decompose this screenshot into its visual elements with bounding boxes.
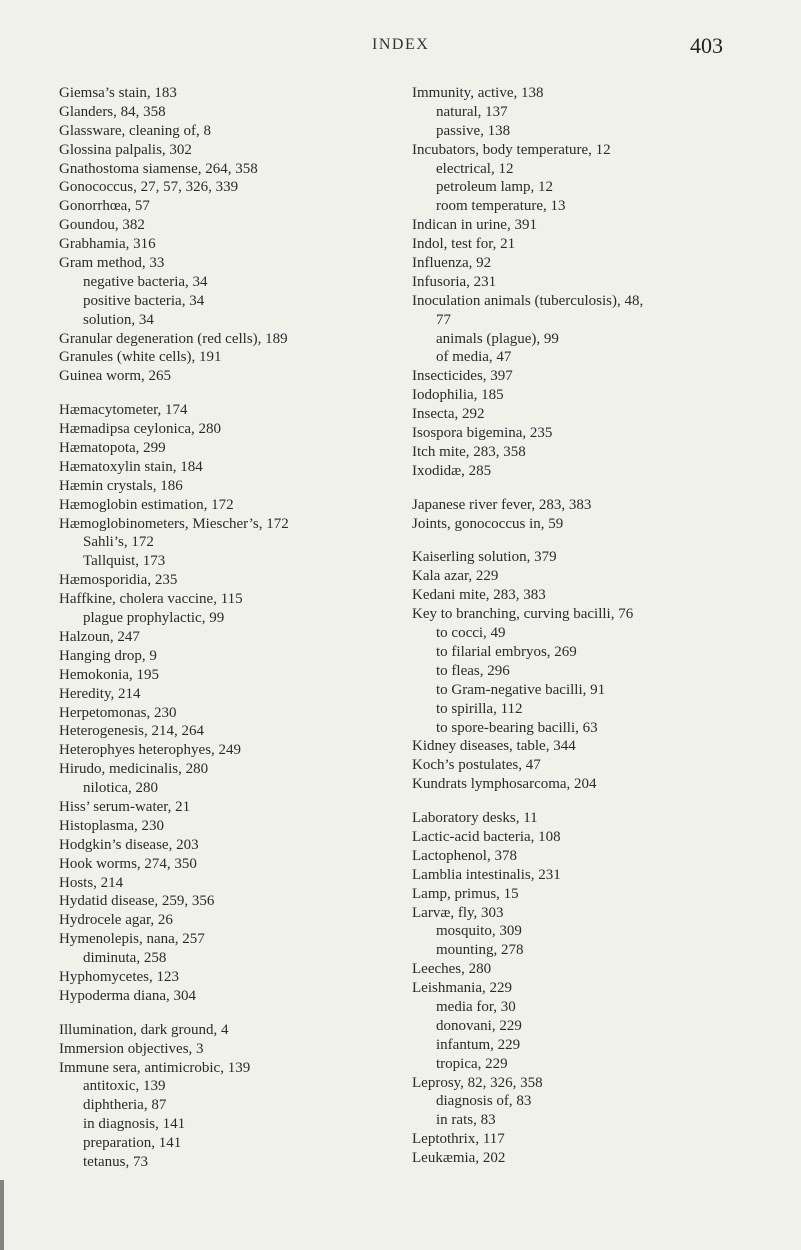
index-entry: Hymenolepis, nana, 257 [59,931,205,948]
index-subentry: preparation, 141 [83,1135,182,1152]
index-entry: Lactic-acid bacteria, 108 [412,828,561,845]
index-subentry: in rats, 83 [436,1112,496,1129]
index-entry: Hæmoglobinometers, Miescher’s, 172 [59,515,289,532]
index-entry: Granules (white cells), 191 [59,349,222,366]
index-subentry: infantum, 229 [436,1036,521,1053]
index-entry: Leukæmia, 202 [412,1150,506,1167]
index-entry: Hanging drop, 9 [59,647,157,664]
index-subentry: room temperature, 13 [436,198,566,215]
index-entry: Gram method, 33 [59,255,165,272]
index-entry: Hæmatopota, 299 [59,440,166,457]
index-subentry: positive bacteria, 34 [83,292,205,309]
index-subentry: natural, 137 [436,103,508,120]
index-entry: Hodgkin’s disease, 203 [59,836,199,853]
index-entry: Haffkine, cholera vaccine, 115 [59,591,243,608]
index-entry: Glassware, cleaning of, 8 [59,122,212,139]
index-entry: Guinea worm, 265 [59,368,172,385]
index-subentry: to Gram-negative bacilli, 91 [436,681,606,698]
index-subentry: nilotica, 280 [83,780,158,797]
section-gap [412,481,792,496]
running-head [0,33,801,60]
index-subentry: Sahli’s, 172 [83,534,154,551]
index-column-right [412,84,792,1168]
index-subentry: of media, 47 [436,349,512,366]
page-title: INDEX [372,36,430,53]
index-entry: Hemokonia, 195 [59,666,159,683]
index-subentry: to cocci, 49 [436,625,506,642]
index-subentry: to filarial embryos, 269 [436,643,577,660]
index-entry: Insecticides, 397 [412,368,513,385]
index-subentry: to spore-bearing bacilli, 63 [436,719,598,736]
index-entry: Infusoria, 231 [412,273,497,290]
index-entry: Hosts, 214 [59,874,124,891]
index-entry: Gonorrhœa, 57 [59,198,150,215]
index-entry: Grabhamia, 316 [59,236,156,253]
index-entry: Laboratory desks, 11 [412,810,538,827]
index-entry: Incubators, body temperature, 12 [412,141,611,158]
index-entry: Larvæ, fly, 303 [412,904,504,921]
index-subentry: tetanus, 73 [83,1153,148,1170]
page-number: 403 [690,33,723,58]
index-entry: Lactophenol, 378 [412,847,517,864]
index-entry: Illumination, dark ground, 4 [59,1021,229,1038]
index-subentry: diphtheria, 87 [83,1097,167,1114]
index-entry: Granular degeneration (red cells), 189 [59,330,288,347]
section-gap [412,794,792,809]
index-entry: Leeches, 280 [412,961,492,978]
index-entry: Gnathostoma siamense, 264, 358 [59,160,258,177]
index-entry: Hæmacytometer, 174 [59,402,188,419]
index-subentry: solution, 34 [83,311,154,328]
index-entry: Kala azar, 229 [412,568,499,585]
index-entry: Immersion objectives, 3 [59,1040,204,1057]
index-entry: Hæmatoxylin stain, 184 [59,458,203,475]
index-subentry: diminuta, 258 [83,950,167,967]
index-entry: Hæmosporidia, 235 [59,572,178,589]
index-subentry: mounting, 278 [436,942,524,959]
index-entry: Indican in urine, 391 [412,217,537,234]
index-entry: Japanese river fever, 283, 383 [412,496,592,513]
index-entry: Immunity, active, 138 [412,85,544,101]
index-entry: Hydrocele agar, 26 [59,912,173,929]
index-entry: Herpetomonas, 230 [59,704,177,721]
index-entry: Heterogenesis, 214, 264 [59,723,204,740]
index-entry: Joints, gonococcus in, 59 [412,515,564,532]
index-entry: Iodophilia, 185 [412,387,504,404]
index-subentry: media for, 30 [436,998,516,1015]
section-gap [412,533,792,548]
index-entry: Giemsa’s stain, 183 [59,85,177,101]
index-entry: Halzoun, 247 [59,628,140,645]
index-subentry: mosquito, 309 [436,923,522,940]
index-subentry: passive, 138 [436,122,511,139]
index-entry: Glossina palpalis, 302 [59,141,192,158]
index-entry: Influenza, 92 [412,255,492,272]
index-entry: Goundou, 382 [59,217,145,234]
section-gap [59,386,399,401]
index-entry: Lamblia intestinalis, 231 [412,866,561,883]
page-edge-shadow [0,1180,4,1250]
index-subentry: to spirilla, 112 [436,700,523,717]
index-entry: Hyphomycetes, 123 [59,968,179,985]
index-entry: Leptothrix, 117 [412,1131,505,1148]
index-entry: Hæmin crystals, 186 [59,477,183,494]
index-entry: Isospora bigemina, 235 [412,425,553,442]
index-entry: Histoplasma, 230 [59,817,164,834]
index-subentry: animals (plague), 99 [436,330,559,347]
index-subentry: in diagnosis, 141 [83,1116,186,1133]
index-entry: Hydatid disease, 259, 356 [59,893,215,910]
index-entry: Hæmoglobin estimation, 172 [59,496,234,513]
index-subentry: antitoxic, 139 [83,1078,166,1095]
index-entry: Glanders, 84, 358 [59,103,166,120]
index-entry: Insecta, 292 [412,406,485,423]
index-entry: Hirudo, medicinalis, 280 [59,761,209,778]
index-entry: Heterophyes heterophyes, 249 [59,742,242,759]
index-entry: Heredity, 214 [59,685,141,702]
index-entry: Kedani mite, 283, 383 [412,587,546,604]
index-subentry: petroleum lamp, 12 [436,179,554,196]
index-subentry: negative bacteria, 34 [83,273,208,290]
index-entry: Itch mite, 283, 358 [412,443,526,460]
index-subentry: tropica, 229 [436,1055,508,1072]
index-entry: Kidney diseases, table, 344 [412,738,576,755]
index-subentry: 77 [436,311,451,328]
index-entry: Kundrats lymphosarcoma, 204 [412,776,597,793]
index-entry: Kaiserling solution, 379 [412,549,557,566]
index-entry: Leishmania, 229 [412,980,512,997]
index-subentry: to fleas, 296 [436,662,510,679]
index-entry: Gonococcus, 27, 57, 326, 339 [59,179,239,196]
index-entry: Immune sera, antimicrobic, 139 [59,1059,251,1076]
section-gap [59,1006,399,1021]
index-subentry: diagnosis of, 83 [436,1093,532,1110]
index-column-left [59,84,399,1172]
index-entry: Ixodidæ, 285 [412,462,492,479]
index-entry: Key to branching, curving bacilli, 76 [412,606,634,623]
index-subentry: donovani, 229 [436,1017,522,1034]
index-entry: Koch’s postulates, 47 [412,757,541,774]
index-entry: Hæmadipsa ceylonica, 280 [59,421,222,438]
index-subentry: electrical, 12 [436,160,514,177]
index-subentry: Tallquist, 173 [83,553,166,570]
index-entry: Leprosy, 82, 326, 358 [412,1074,543,1091]
index-entry: Indol, test for, 21 [412,236,516,253]
index-entry: Inoculation animals (tuberculosis), 48, [412,292,644,309]
index-entry: Hiss’ serum-water, 21 [59,798,191,815]
index-entry: Hypoderma diana, 304 [59,987,197,1004]
index-entry: Lamp, primus, 15 [412,885,519,902]
index-subentry: plague prophylactic, 99 [83,610,225,627]
index-entry: Hook worms, 274, 350 [59,855,197,872]
